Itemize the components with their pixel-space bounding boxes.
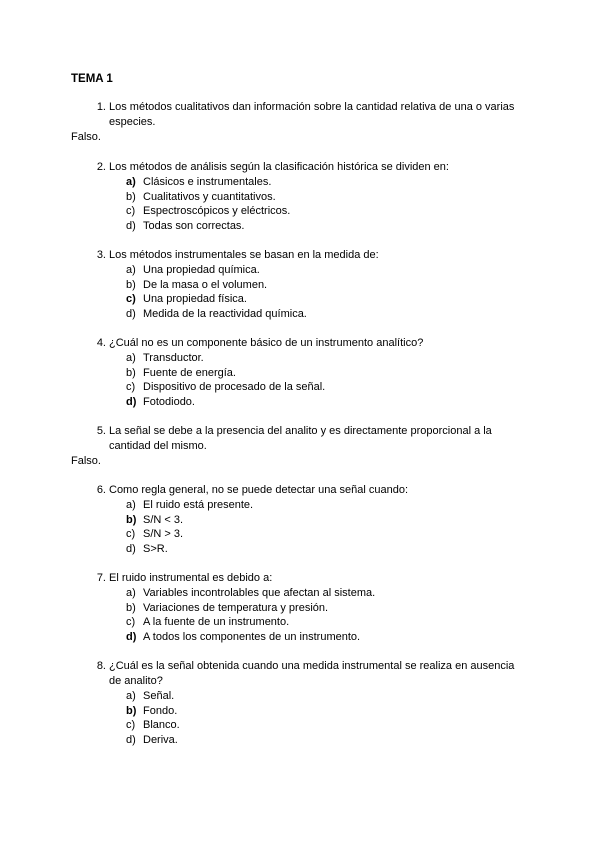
- question-5: [88, 424, 528, 454]
- option-letter: b): [126, 704, 137, 717]
- answer-5: Falso.: [71, 455, 101, 467]
- options-list: [126, 175, 528, 233]
- question-7: [88, 571, 528, 644]
- option-text: Dispositivo de procesado de la señal.: [143, 381, 326, 394]
- question-4: [88, 336, 528, 409]
- page-title: TEMA 1: [71, 73, 113, 85]
- option-d: [126, 733, 528, 748]
- option-letter: a): [126, 176, 136, 188]
- option-text: Medida de la reactividad química.: [143, 307, 307, 320]
- question-8: [88, 659, 528, 747]
- option-text: Clásicos e instrumentales.: [143, 176, 272, 188]
- option-text: Una propiedad química.: [143, 264, 260, 276]
- question-2: [88, 160, 528, 233]
- option-letter: b): [126, 366, 136, 379]
- option-c: [126, 527, 528, 542]
- option-c: [126, 204, 528, 219]
- question-text: Los métodos cualitativos dan información sobre la cantidad relativa de una o varias especies.: [109, 101, 515, 128]
- option-letter: d): [126, 733, 136, 746]
- option-letter: b): [126, 601, 136, 614]
- option-letter: d): [126, 395, 137, 408]
- option-text: Variables incontrolables que afectan al sistema.: [143, 587, 376, 599]
- option-text: Variaciones de temperatura y presión.: [143, 601, 329, 614]
- option-text: Todas son correctas.: [143, 219, 245, 232]
- option-a: [126, 689, 528, 704]
- question-number: 6.: [96, 484, 106, 496]
- option-letter: b): [126, 190, 136, 203]
- option-letter: c): [126, 719, 136, 732]
- option-text: S>R.: [143, 542, 168, 555]
- question-number: 5.: [96, 425, 106, 437]
- option-text: El ruido está presente.: [143, 499, 254, 511]
- question-number: 1.: [96, 101, 106, 113]
- option-c: [126, 615, 528, 630]
- option-letter: d): [126, 630, 137, 643]
- option-b: [126, 513, 528, 528]
- question-number: 3.: [96, 249, 106, 261]
- question-text: Los métodos instrumentales se basan en la medida de:: [109, 249, 379, 261]
- option-b: [126, 704, 528, 719]
- option-letter: c): [126, 528, 136, 541]
- option-text: A la fuente de un instrumento.: [143, 616, 290, 629]
- question-text: ¿Cuál no es un componente básico de un instrumento analítico?: [109, 337, 424, 349]
- option-letter: b): [126, 513, 137, 526]
- option-text: Fotodiodo.: [143, 395, 195, 408]
- option-letter: b): [126, 278, 136, 291]
- question-1: [88, 100, 528, 130]
- option-text: Señal.: [143, 690, 175, 702]
- options-list: [126, 498, 528, 556]
- question-text: La señal se debe a la presencia del analito y es directamente proporcional a la cantidad del mismo.: [109, 425, 492, 452]
- question-number: 4.: [96, 337, 106, 349]
- option-letter: d): [126, 542, 136, 555]
- option-letter: c): [126, 381, 136, 394]
- option-d: [126, 395, 528, 410]
- option-letter: a): [126, 264, 136, 276]
- option-text: Transductor.: [143, 352, 204, 364]
- option-letter: a): [126, 587, 136, 599]
- option-text: De la masa o el volumen.: [143, 278, 268, 291]
- question-text: Los métodos de análisis según la clasificación histórica se dividen en:: [109, 161, 449, 173]
- option-text: Una propiedad física.: [143, 293, 247, 306]
- question-3: [88, 248, 528, 321]
- option-letter: a): [126, 690, 136, 702]
- option-a: [126, 263, 528, 278]
- option-letter: d): [126, 307, 136, 320]
- option-letter: c): [126, 293, 136, 306]
- option-d: [126, 219, 528, 234]
- option-text: Blanco.: [143, 719, 180, 732]
- option-text: Fuente de energía.: [143, 366, 236, 379]
- option-letter: c): [126, 616, 136, 629]
- option-a: [126, 586, 528, 601]
- option-text: S/N > 3.: [143, 528, 184, 541]
- option-b: [126, 278, 528, 293]
- question-number: 8.: [96, 660, 106, 672]
- question-6: [88, 483, 528, 556]
- options-list: [126, 263, 528, 321]
- options-list: [126, 689, 528, 747]
- question-text: El ruido instrumental es debido a:: [109, 572, 273, 584]
- option-letter: c): [126, 205, 136, 218]
- option-text: A todos los componentes de un instrumento.: [143, 630, 361, 643]
- option-letter: a): [126, 352, 136, 364]
- option-a: [126, 175, 528, 190]
- option-letter: d): [126, 219, 136, 232]
- option-a: [126, 498, 528, 513]
- option-d: [126, 542, 528, 557]
- option-text: Deriva.: [143, 733, 178, 746]
- option-text: Espectroscópicos y eléctricos.: [143, 205, 291, 218]
- option-d: [126, 307, 528, 322]
- option-text: Cualitativos y cuantitativos.: [143, 190, 276, 203]
- option-letter: a): [126, 499, 136, 511]
- question-text: ¿Cuál es la señal obtenida cuando una medida instrumental se realiza en ausencia de analito?: [109, 660, 515, 687]
- option-a: [126, 351, 528, 366]
- options-list: [126, 586, 528, 644]
- question-number: 7.: [96, 572, 106, 584]
- options-list: [126, 351, 528, 409]
- option-d: [126, 630, 528, 645]
- option-text: S/N < 3.: [143, 513, 184, 526]
- option-c: [126, 292, 528, 307]
- option-text: Fondo.: [143, 704, 178, 717]
- option-c: [126, 380, 528, 395]
- option-b: [126, 190, 528, 205]
- question-number: 2.: [96, 161, 106, 173]
- option-b: [126, 601, 528, 616]
- question-text: Como regla general, no se puede detectar una señal cuando:: [109, 484, 409, 496]
- option-b: [126, 366, 528, 381]
- option-c: [126, 718, 528, 733]
- answer-1: Falso.: [71, 131, 101, 143]
